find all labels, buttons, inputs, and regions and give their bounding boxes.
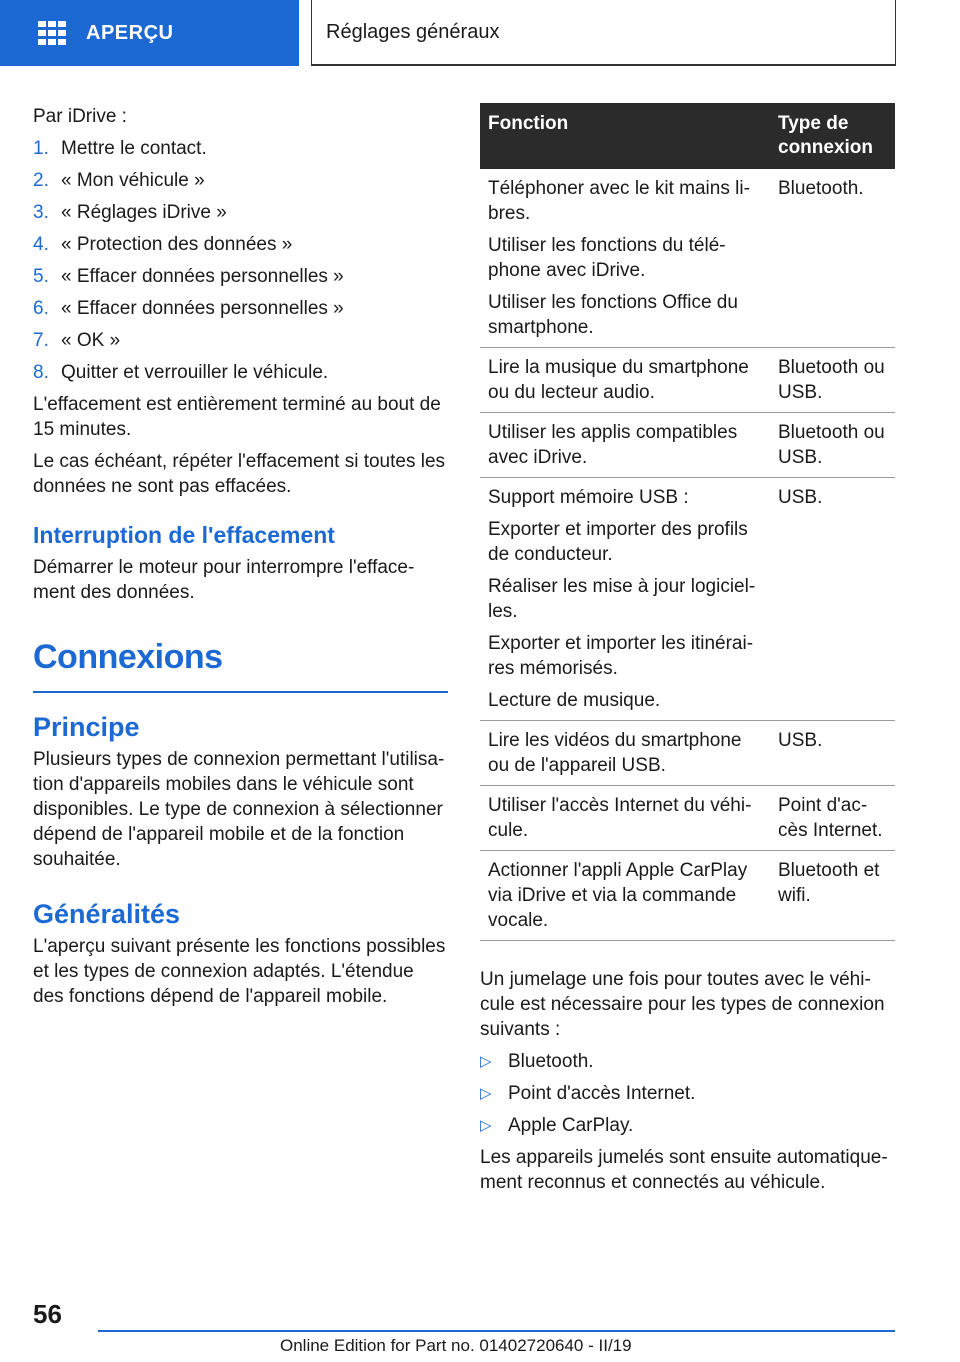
interrupt-heading: Interruption de l'effacement bbox=[33, 522, 335, 548]
principe-heading: Principe bbox=[33, 712, 140, 742]
function-cell bbox=[480, 348, 770, 413]
step-number: 3. bbox=[33, 202, 49, 223]
type-cell: Bluetooth ou USB. bbox=[770, 348, 895, 413]
step-text: « Effacer données personnelles » bbox=[61, 298, 344, 319]
step-item bbox=[33, 232, 448, 257]
function-cell bbox=[480, 851, 770, 941]
step-number: 6. bbox=[33, 298, 49, 319]
table-row bbox=[480, 851, 895, 941]
function-line: Téléphoner avec le kit mains libres. bbox=[488, 178, 750, 224]
function-line: Utiliser les applis compatibles avec iDrive. bbox=[488, 422, 738, 468]
step-number: 2. bbox=[33, 170, 49, 191]
list-item bbox=[480, 1081, 895, 1106]
left-column bbox=[33, 104, 448, 1016]
step-text: Mettre le contact. bbox=[61, 138, 207, 159]
repeat-erase-text: Le cas échéant, répéter l'effacement si toutes les données ne sont pas effacées. bbox=[33, 451, 446, 497]
function-line: Utiliser l'accès Internet du véhicule. bbox=[488, 795, 752, 841]
connection-table bbox=[480, 103, 895, 941]
function-line: Réaliser les mise à jour logicielles. bbox=[488, 576, 756, 622]
function-line: Lecture de musique. bbox=[488, 690, 661, 711]
step-number: 7. bbox=[33, 330, 49, 351]
function-cell bbox=[480, 786, 770, 851]
step-text: « Effacer données personnelles » bbox=[61, 266, 344, 287]
table-row bbox=[480, 721, 895, 786]
function-cell bbox=[480, 721, 770, 786]
function-line: Lire les vidéos du smartphone ou de l'appareil USB. bbox=[488, 730, 742, 776]
pairing-text: Un jumelage une fois pour toutes avec le véhicule est nécessaire pour les types de connexion suivants : bbox=[480, 969, 885, 1040]
intro-text: Par iDrive : bbox=[33, 106, 127, 127]
triangle-bullet-icon: ▷ bbox=[480, 1117, 492, 1134]
step-number: 1. bbox=[33, 138, 49, 159]
function-cell bbox=[480, 413, 770, 478]
connexions-heading: Connexions bbox=[33, 638, 223, 676]
step-text: « OK » bbox=[61, 330, 121, 351]
type-cell: Bluetooth et wifi. bbox=[770, 851, 895, 941]
function-line: Actionner l'appli Apple CarPlay via iDrive et via la commande vocale. bbox=[488, 860, 748, 931]
table-row bbox=[480, 413, 895, 478]
edition-text: Online Edition for Part no. 01402720640 - II/19 bbox=[280, 1336, 632, 1355]
function-line: Lire la musique du smartphone ou du lecteur audio. bbox=[488, 357, 749, 403]
table-row bbox=[480, 348, 895, 413]
step-item bbox=[33, 264, 448, 289]
type-cell: USB. bbox=[770, 721, 895, 786]
step-number: 5. bbox=[33, 266, 49, 287]
step-item bbox=[33, 168, 448, 193]
list-item bbox=[480, 1049, 895, 1074]
triangle-bullet-icon: ▷ bbox=[480, 1085, 492, 1102]
function-line: Utiliser les fonctions du téléphone avec iDrive. bbox=[488, 235, 726, 281]
type-cell: Bluetooth ou USB. bbox=[770, 413, 895, 478]
step-item bbox=[33, 360, 448, 385]
step-number: 8. bbox=[33, 362, 49, 383]
function-line: Exporter et importer les itinéraires mémorisés. bbox=[488, 633, 754, 679]
step-text: « Réglages iDrive » bbox=[61, 202, 227, 223]
type-cell: USB. bbox=[770, 478, 895, 721]
step-text: « Protection des données » bbox=[61, 234, 293, 255]
pairing-list bbox=[480, 1049, 895, 1138]
function-line: Exporter et importer des profils de conducteur. bbox=[488, 519, 748, 565]
overview-label: APERÇU bbox=[86, 21, 174, 44]
generalites-heading: Généralités bbox=[33, 899, 181, 929]
function-line: Support mémoire USB : bbox=[488, 487, 689, 508]
list-item-text: Bluetooth. bbox=[508, 1051, 594, 1072]
function-cell bbox=[480, 478, 770, 721]
overview-tab[interactable] bbox=[0, 0, 299, 66]
step-item bbox=[33, 136, 448, 161]
function-cell bbox=[480, 169, 770, 348]
list-item bbox=[480, 1113, 895, 1138]
right-column bbox=[480, 103, 895, 1202]
step-number: 4. bbox=[33, 234, 49, 255]
footer-divider bbox=[98, 1330, 895, 1332]
erase-duration-text: L'effacement est entièrement terminé au bout de 15 minutes. bbox=[33, 394, 441, 440]
table-row bbox=[480, 169, 895, 348]
chapter-title: Réglages généraux bbox=[326, 20, 500, 43]
list-item-text: Point d'accès Internet. bbox=[508, 1083, 696, 1104]
step-item bbox=[33, 200, 448, 225]
type-cell: Bluetooth. bbox=[770, 169, 895, 348]
steps-list bbox=[33, 136, 448, 385]
auto-connect-text: Les appareils jumelés sont ensuite automatiquement reconnus et connectés au véhicule. bbox=[480, 1147, 888, 1193]
chapter-title-box bbox=[311, 0, 896, 66]
header-function: Fonction bbox=[480, 103, 770, 169]
grid-icon bbox=[38, 21, 66, 45]
header-connection-type: Type de connexion bbox=[770, 103, 895, 169]
section-divider bbox=[33, 691, 448, 693]
triangle-bullet-icon: ▷ bbox=[480, 1053, 492, 1070]
step-text: Quitter et verrouiller le véhicule. bbox=[61, 362, 329, 383]
step-text: « Mon véhicule » bbox=[61, 170, 205, 191]
function-line: Utiliser les fonctions Office du smartphone. bbox=[488, 292, 738, 338]
page-number: 56 bbox=[33, 1299, 62, 1329]
list-item-text: Apple CarPlay. bbox=[508, 1115, 634, 1136]
table-row bbox=[480, 786, 895, 851]
generalites-text: L'aperçu suivant présente les fonctions possibles et les types de connexion adaptés. L'étendue des fonctions dépend de l'appareil mobile. bbox=[33, 936, 446, 1007]
type-cell: Point d'accès Internet. bbox=[770, 786, 895, 851]
page-header bbox=[0, 0, 960, 66]
step-item bbox=[33, 296, 448, 321]
interrupt-text: Démarrer le moteur pour interrompre l'effacement des données. bbox=[33, 557, 415, 603]
principe-text: Plusieurs types de connexion permettant l'utilisation d'appareils mobiles dans le véhicule sont disponibles. Le type de connexion à sélectionner dépend de l'appareil mobile et de la fonction souhaitée. bbox=[33, 749, 445, 870]
table-row bbox=[480, 478, 895, 721]
table-header-row bbox=[480, 103, 895, 169]
step-item bbox=[33, 328, 448, 353]
